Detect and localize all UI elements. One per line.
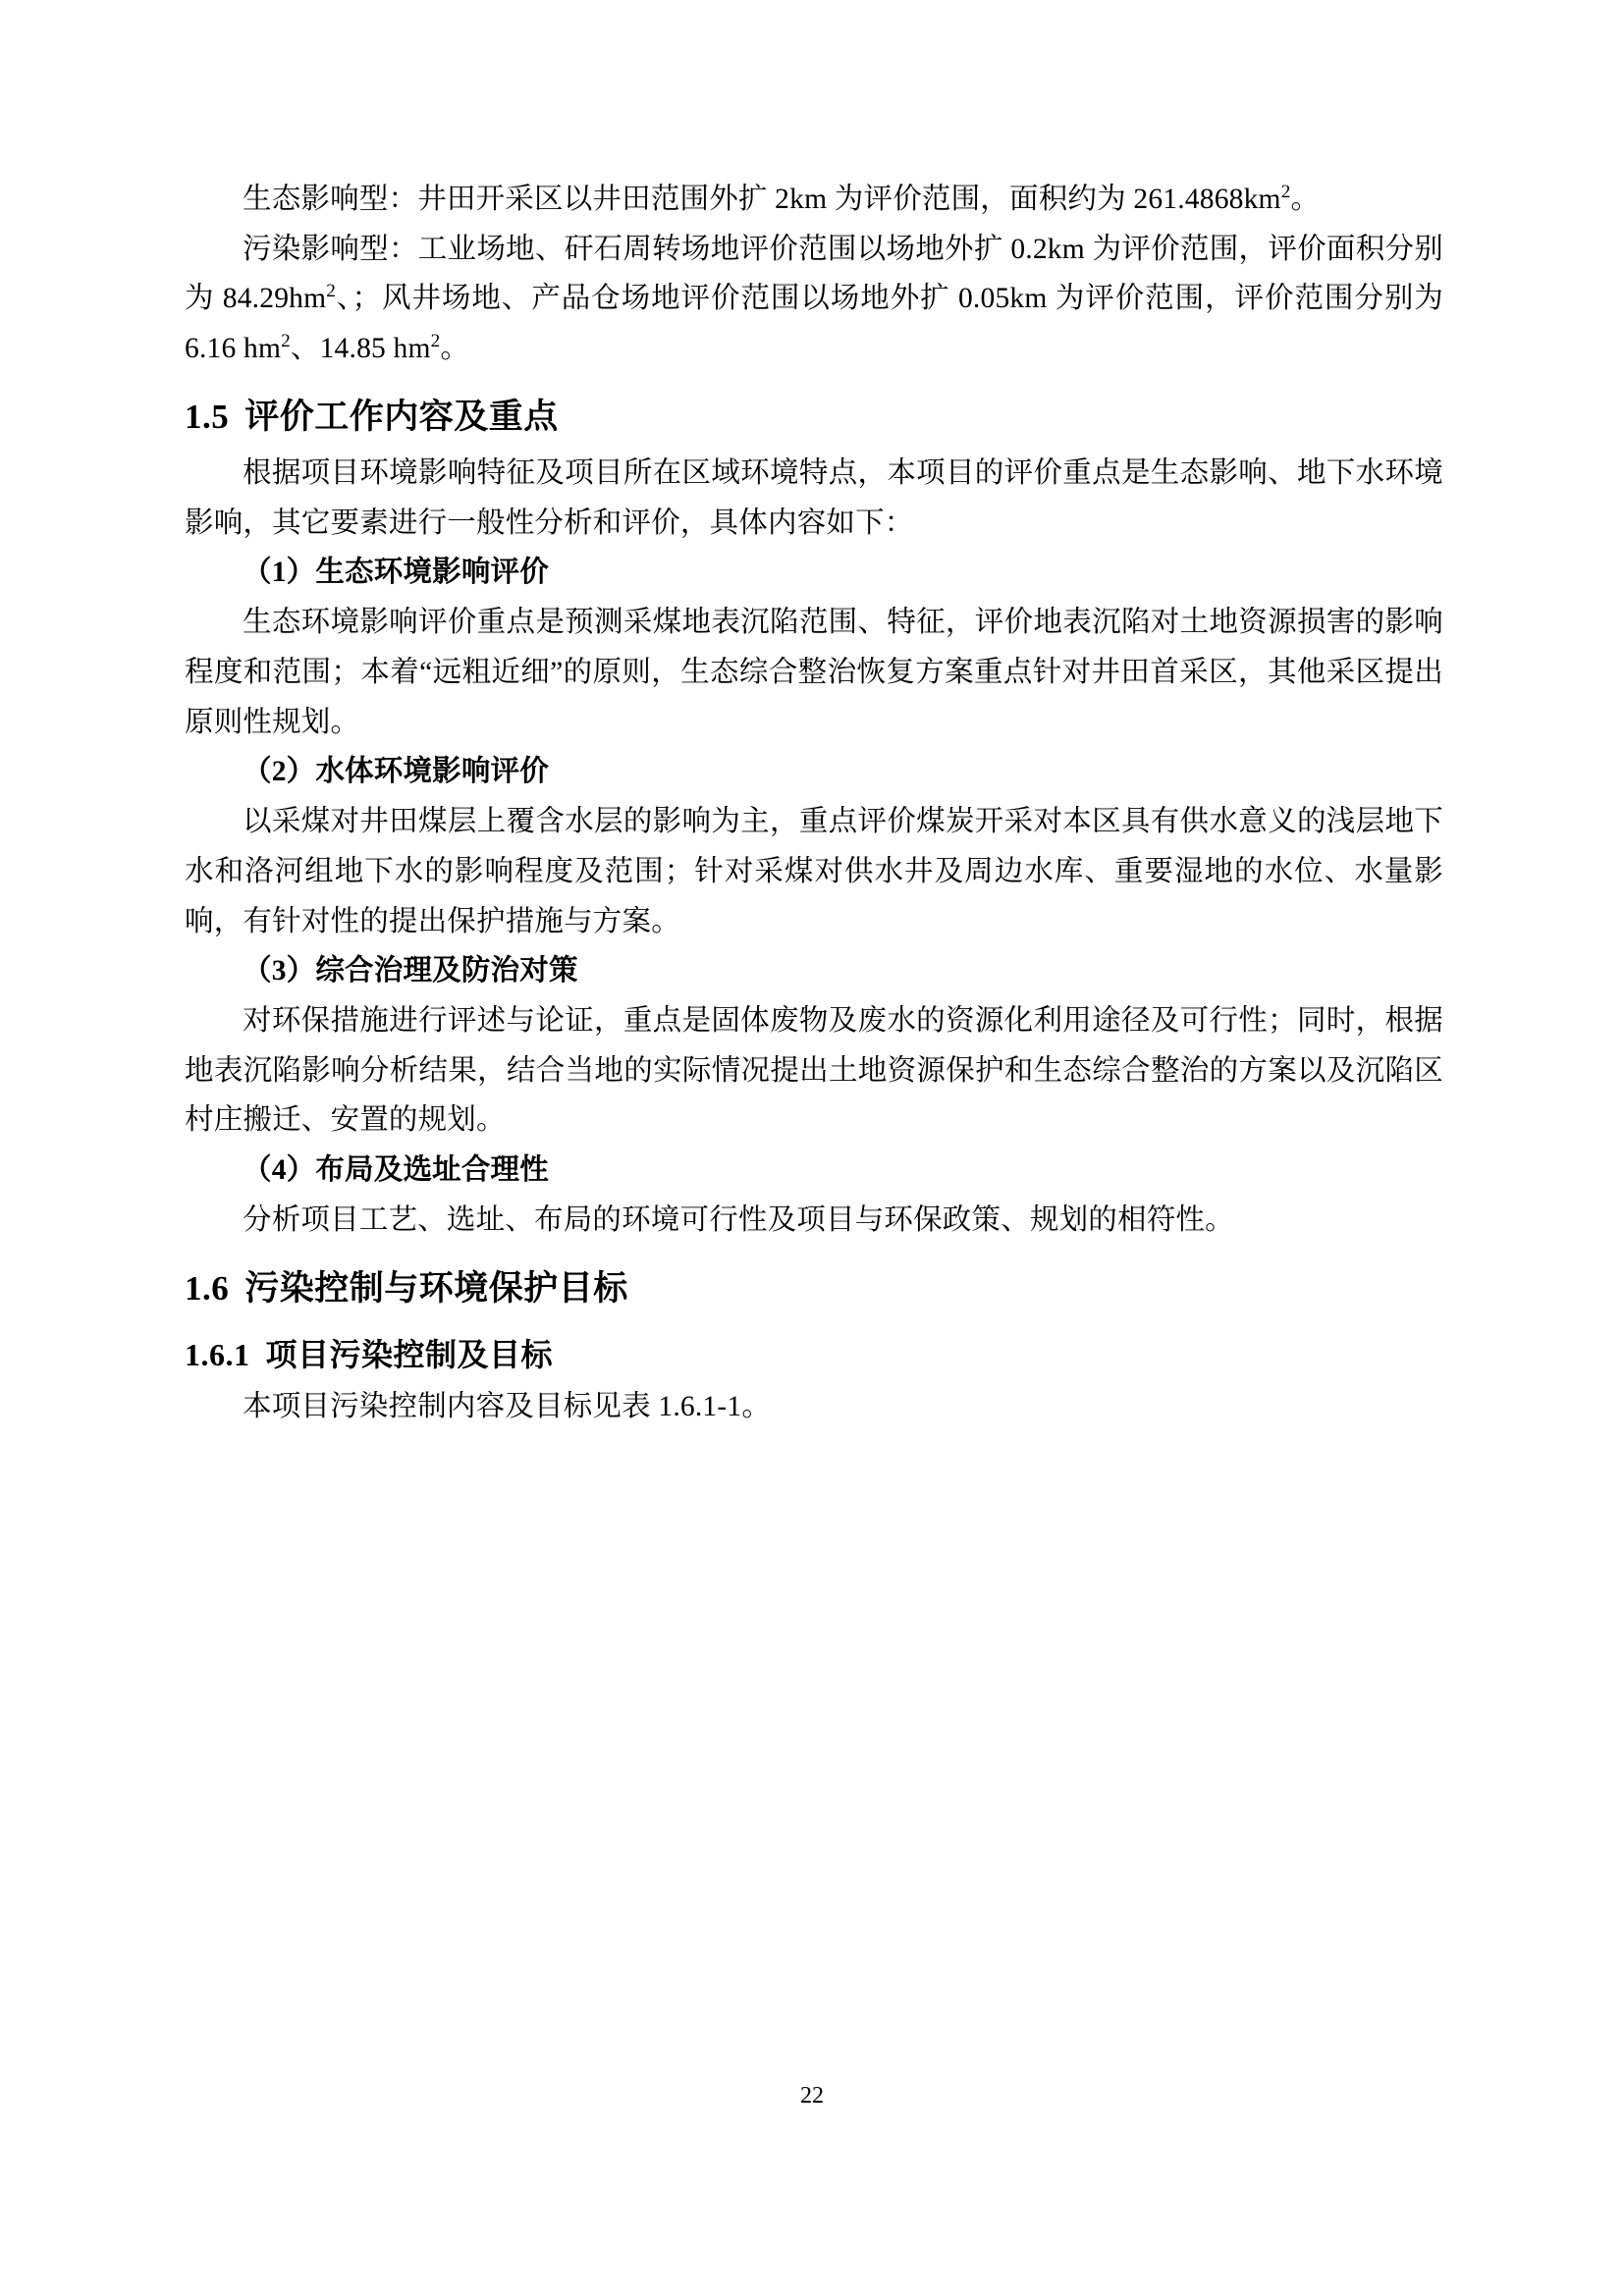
heading-1-6-1-number: 1.6.1 bbox=[185, 1336, 250, 1372]
superscript-two: 2 bbox=[1280, 182, 1291, 203]
superscript-two: 2 bbox=[281, 331, 291, 352]
item-3-body: 对环保措施进行评述与论证，重点是固体废物及废水的资源化利用途径及可行性；同时，根据地表沉陷影响分析结果，结合当地的实际情况提出土地资源保护和生态综合整治的方案以及沉陷区村庄搬迁、安置的规划。 bbox=[185, 1005, 1443, 1137]
paragraph-1-5-intro: 根据项目环境影响特征及项目所在区域环境特点，本项目的评价重点是生态影响、地下水环境影响，其它要素进行一般性分析和评价，具体内容如下： bbox=[185, 456, 1443, 539]
item-3-title: （3）综合治理及防治对策 bbox=[243, 955, 578, 988]
page-number: 22 bbox=[800, 2083, 824, 2109]
heading-1-5 bbox=[185, 390, 1443, 445]
item-2-title: （2）水体环境影响评价 bbox=[243, 756, 549, 788]
superscript-two: 2 bbox=[430, 331, 441, 352]
item-4-title: （4）布局及选址合理性 bbox=[243, 1154, 549, 1187]
heading-1-5-number: 1.5 bbox=[185, 397, 230, 436]
heading-1-6-1-text: 项目污染控制及目标 bbox=[265, 1336, 554, 1372]
heading-1-5-text: 评价工作内容及重点 bbox=[244, 397, 559, 436]
heading-1-6-text: 污染控制与环境保护目标 bbox=[244, 1268, 628, 1308]
heading-1-6 bbox=[185, 1261, 1443, 1316]
item-1-body: 生态环境影响评价重点是预测采煤地表沉陷范围、特征，评价地表沉陷对土地资源损害的影响程度和范围；本着“远粗近细”的原则，生态综合整治恢复方案重点针对井田首采区，其他采区提出原则性规划。 bbox=[185, 607, 1443, 738]
paragraph-pollution-scope: 污染影响型：工业场地、矸石周转场地评价范围以场地外扩 0.2km 为评价范围，评价面积分别为 $84.29hm^2$、；风井场地、产品仓场地评价范围以场地外扩 0.05km 为评价范围，评价范围分别为 6.16 $hm^2$、14.85 $hm^2$。 bbox=[185, 233, 1443, 365]
item-4-body: 分析项目工艺、选址、布局的环境可行性及项目与环保政策、规划的相符性。 bbox=[243, 1203, 1234, 1236]
paragraph-ecological-scope: 生态影响型：井田开采区以井田范围外扩 2km 为评价范围，面积约为 $261.4868km^2$。 bbox=[243, 182, 1321, 215]
paragraph-1-6-1-body: 本项目污染控制内容及目标见表 1.6.1-1。 bbox=[243, 1390, 772, 1422]
page-content bbox=[185, 175, 1443, 1432]
item-2-body: 以采煤对井田煤层上覆含水层的影响为主，重点评价煤炭开采对本区具有供水意义的浅层地下水和洛河组地下水的影响程度及范围；针对采煤对供水井及周边水库、重要湿地的水位、水量影响，有针对性的提出保护措施与方案。 bbox=[185, 806, 1443, 937]
heading-1-6-number: 1.6 bbox=[185, 1268, 230, 1308]
item-1-title: （1）生态环境影响评价 bbox=[243, 557, 549, 589]
superscript-two: 2 bbox=[326, 281, 337, 302]
heading-1-6-1 bbox=[185, 1330, 1443, 1380]
